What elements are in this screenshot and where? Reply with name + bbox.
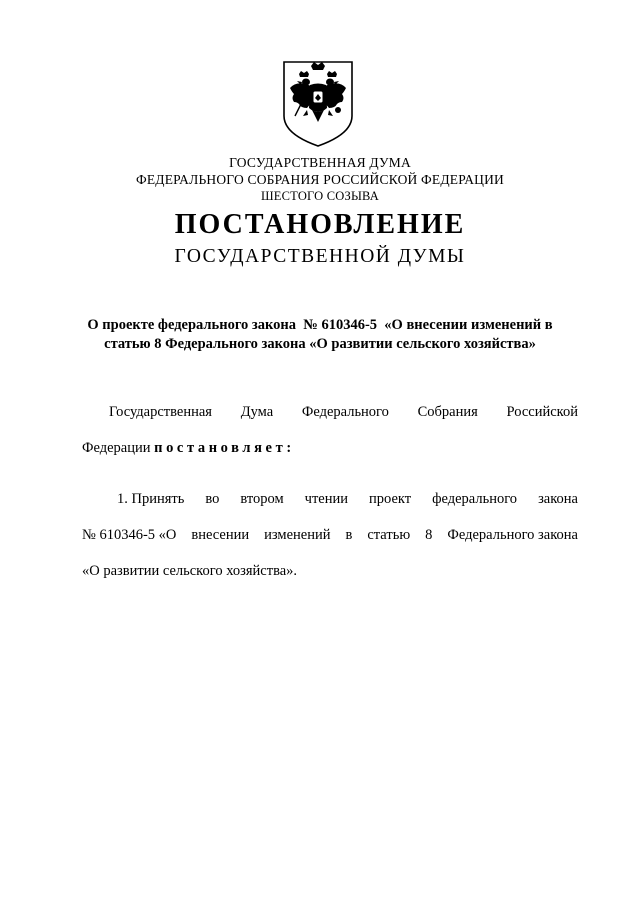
- document-title: ПОСТАНОВЛЕНИЕ: [174, 209, 466, 240]
- item1-word: проект: [369, 491, 412, 507]
- item1-word: федерального: [432, 491, 518, 507]
- document-subject: [60, 316, 580, 354]
- preamble-word: Федерального: [301, 404, 389, 420]
- item1-word: втором: [240, 491, 284, 507]
- preamble-word: Собрания: [417, 404, 478, 420]
- preamble-verb: постановляет:: [154, 440, 295, 456]
- preamble-word: Дума: [240, 404, 274, 420]
- item1-word: изменений: [264, 527, 331, 543]
- item1-word: внесении: [191, 527, 250, 543]
- item1-word: в: [345, 527, 353, 543]
- preamble-word: Государственная: [109, 404, 212, 420]
- item1-line-3: «О развитии сельского хозяйства».: [82, 563, 298, 579]
- preamble-line-1: [82, 402, 578, 422]
- preamble-line-2: [82, 438, 578, 458]
- item1-word: 8: [425, 527, 433, 543]
- subject-line-2: статью 8 Федерального закона «О развитии сельского хозяйства»: [104, 336, 536, 352]
- subject-line-1: О проекте федерального закона № 610346-5 «О внесении изменений в: [87, 317, 553, 333]
- item1-line-2: [82, 525, 578, 545]
- item1-word: статью: [367, 527, 411, 543]
- item1-line-1: [82, 489, 578, 509]
- item1-word: № 610346-5 «О: [82, 527, 177, 543]
- org-line-duma: ГОСУДАРСТВЕННАЯ ДУМА: [229, 155, 411, 170]
- item1-word: Федерального закона: [447, 527, 578, 543]
- org-line-convocation: ШЕСТОГО СОЗЫВА: [260, 189, 380, 203]
- item1-word: чтении: [304, 491, 349, 507]
- coat-of-arms-icon: [281, 58, 355, 148]
- item1-word: 1. Принять: [117, 491, 185, 507]
- preamble-word: Российской: [506, 404, 578, 420]
- preamble-federation: Федерации: [82, 440, 155, 456]
- document-subtitle: ГОСУДАРСТВЕННОЙ ДУМЫ: [174, 246, 466, 267]
- item1-word: во: [205, 491, 220, 507]
- org-line-federal-assembly: ФЕДЕРАЛЬНОГО СОБРАНИЯ РОССИЙСКОЙ ФЕДЕРАЦИИ: [136, 172, 504, 187]
- item1-word: закона: [538, 491, 578, 507]
